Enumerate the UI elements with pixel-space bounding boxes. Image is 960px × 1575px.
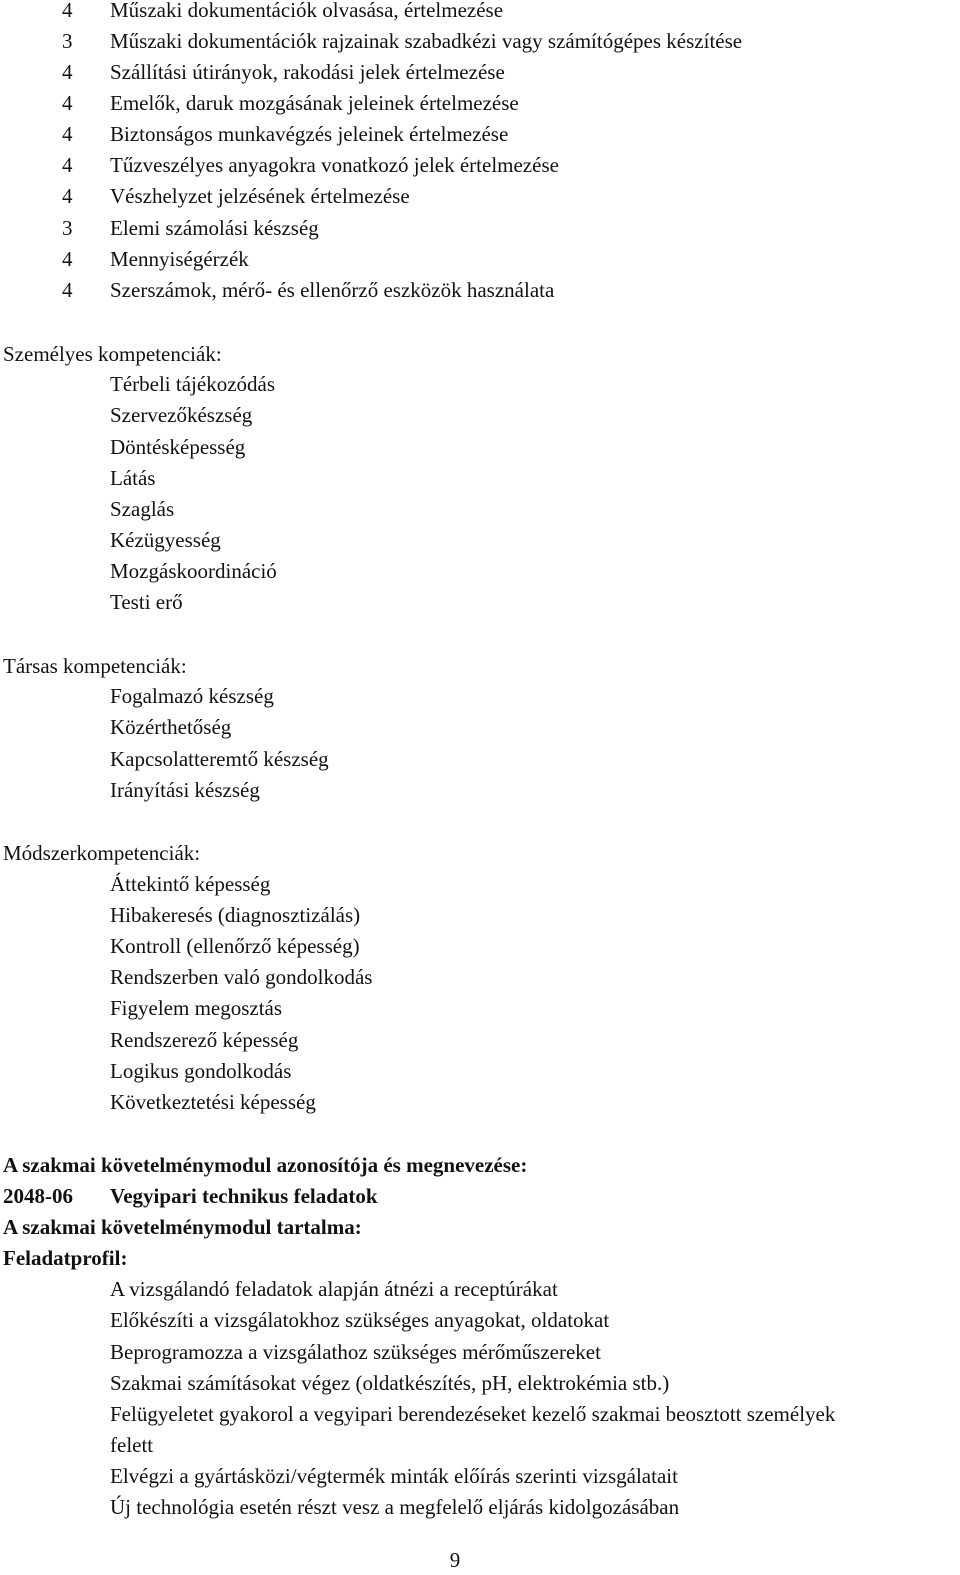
module-code: 2048-06: [3, 1184, 73, 1208]
personal-competency-item: Térbeli tájékozódás: [110, 372, 276, 396]
personal-competencies-heading: Személyes kompetenciák:: [3, 342, 222, 366]
method-competency-item: Rendszerező képesség: [110, 1028, 299, 1052]
social-competency-item: Közérthetőség: [110, 715, 232, 739]
skill-text: Szerszámok, mérő- és ellenőrző eszközök használata: [110, 278, 555, 302]
task-item: Új technológia esetén részt vesz a megfelelő eljárás kidolgozásában: [110, 1495, 680, 1519]
skill-level: 4: [62, 0, 73, 22]
social-competency-item: Irányítási készség: [110, 778, 260, 802]
personal-competency-item: Kézügyesség: [110, 528, 221, 552]
skill-text: Műszaki dokumentációk olvasása, értelmezése: [110, 0, 504, 22]
skill-level: 4: [62, 247, 73, 271]
module-content-heading: A szakmai követelménymodul tartalma:: [3, 1215, 362, 1239]
skill-level: 4: [62, 184, 73, 208]
method-competency-item: Kontroll (ellenőrző képesség): [110, 934, 360, 958]
skill-level: 3: [62, 216, 73, 240]
method-competency-item: Rendszerben való gondolkodás: [110, 965, 373, 989]
skill-text: Biztonságos munkavégzés jeleinek értelmezése: [110, 122, 509, 146]
method-competency-item: Következtetési képesség: [110, 1090, 316, 1114]
skill-text: Mennyiségérzék: [110, 247, 249, 271]
social-competencies-heading: Társas kompetenciák:: [3, 654, 187, 678]
personal-competency-item: Szervezőkészség: [110, 403, 253, 427]
skill-level: 4: [62, 91, 73, 115]
social-competency-item: Fogalmazó készség: [110, 684, 274, 708]
method-competency-item: Figyelem megosztás: [110, 996, 283, 1020]
skill-level: 4: [62, 122, 73, 146]
skill-text: Vészhelyzet jelzésének értelmezése: [110, 184, 410, 208]
task-item: Szakmai számításokat végez (oldatkészítés, pH, elektrokémia stb.): [110, 1371, 670, 1395]
method-competencies-heading: Módszerkompetenciák:: [3, 841, 201, 865]
task-item-continuation: felett: [110, 1433, 154, 1457]
skill-text: Műszaki dokumentációk rajzainak szabadkézi vagy számítógépes készítése: [110, 29, 743, 53]
profile-heading: Feladatprofil:: [3, 1246, 128, 1270]
method-competency-item: Hibakeresés (diagnosztizálás): [110, 903, 361, 927]
skill-level: 4: [62, 278, 73, 302]
task-item: Felügyeletet gyakorol a vegyipari berendezéseket kezelő szakmai beosztott személyek: [110, 1402, 836, 1426]
personal-competency-item: Testi erő: [110, 590, 183, 614]
task-item: A vizsgálandó feladatok alapján átnézi a receptúrákat: [110, 1277, 558, 1301]
social-competency-item: Kapcsolatteremtő készség: [110, 747, 329, 771]
skill-text: Szállítási útirányok, rakodási jelek értelmezése: [110, 60, 505, 84]
personal-competency-item: Mozgáskoordináció: [110, 559, 277, 583]
method-competency-item: Logikus gondolkodás: [110, 1059, 292, 1083]
module-name: Vegyipari technikus feladatok: [110, 1184, 378, 1208]
skill-level: 4: [62, 153, 73, 177]
method-competency-item: Áttekintő képesség: [110, 872, 271, 896]
task-item: Elvégzi a gyártásközi/végtermék minták előírás szerinti vizsgálatait: [110, 1464, 678, 1488]
personal-competency-item: Látás: [110, 466, 156, 490]
skill-text: Tűzveszélyes anyagokra vonatkozó jelek értelmezése: [110, 153, 559, 177]
personal-competency-item: Szaglás: [110, 497, 175, 521]
personal-competency-item: Döntésképesség: [110, 435, 246, 459]
skill-text: Elemi számolási készség: [110, 216, 319, 240]
skill-text: Emelők, daruk mozgásának jeleinek értelmezése: [110, 91, 519, 115]
page-number: 9: [449, 1548, 461, 1572]
task-item: Előkészíti a vizsgálatokhoz szükséges anyagokat, oldatokat: [110, 1308, 610, 1332]
skill-level: 4: [62, 60, 73, 84]
task-item: Beprogramozza a vizsgálathoz szükséges mérőműszereket: [110, 1340, 601, 1364]
skill-level: 3: [62, 29, 73, 53]
module-id-heading: A szakmai követelménymodul azonosítója és megnevezése:: [3, 1153, 528, 1177]
